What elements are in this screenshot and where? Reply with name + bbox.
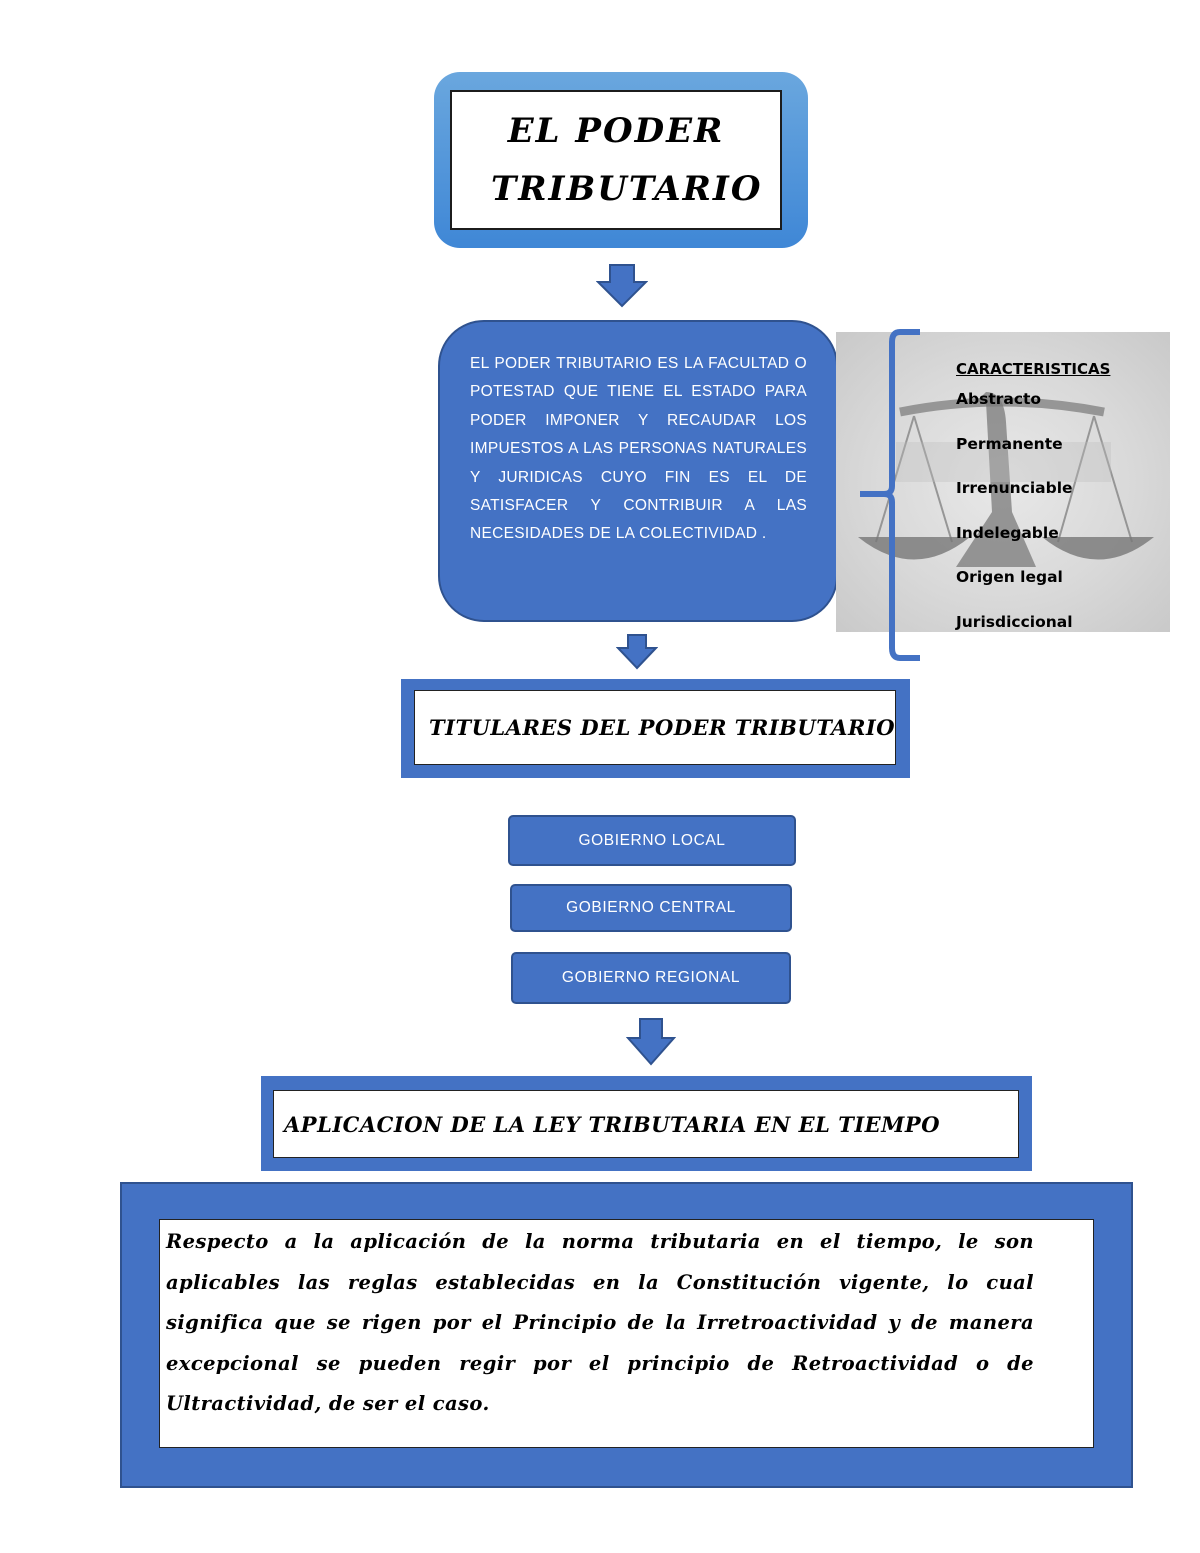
application-heading: APLICACION DE LA LEY TRIBUTARIA EN EL TIEMPO: [284, 1111, 940, 1137]
characteristic-item: Permanente: [956, 434, 1063, 453]
application-heading-box: [273, 1090, 1019, 1158]
bracket-icon: [856, 328, 926, 664]
title-box: [450, 90, 782, 230]
definition-text: EL PODER TRIBUTARIO ES LA FACULTAD O POTESTAD QUE TIENE EL ESTADO PARA PODER IMPONER Y RECAUDAR LOS IMPUESTOS A LAS PERSONAS NATURALES Y JURIDICAS CUYO FIN ES EL DE SATISFACER Y CONTRIBUIR A LAS NECESIDADES DE LA COLECTIVIDAD .: [470, 355, 807, 543]
down-arrow-icon: [626, 1018, 676, 1066]
down-arrow-icon: [596, 264, 648, 308]
characteristic-item: Indelegable: [956, 523, 1059, 542]
gobierno-central-box: GOBIERNO CENTRAL: [510, 884, 792, 932]
characteristic-item: Irrenunciable: [956, 479, 1073, 497]
gobierno-local-box: GOBIERNO LOCAL: [508, 815, 796, 866]
characteristic-item: Jurisdiccional: [956, 612, 1073, 631]
down-arrow-icon: [616, 634, 658, 670]
characteristics-list: [956, 360, 1110, 653]
application-text: Respecto a la aplicación de la norma tributaria en el tiempo, le son aplicables las reglas establecidas en la Constitución vigente, lo cual significa que se rigen por el Principio de la Irretroactividad y de manera excepcional se pueden regir por el principio de Retroactividad o de Ultractividad, de ser el caso.: [166, 1230, 1034, 1416]
gobierno-regional-box: GOBIERNO REGIONAL: [511, 952, 791, 1004]
holders-heading-box: [414, 690, 896, 765]
characteristic-item: Origen legal: [956, 568, 1063, 586]
characteristics-heading: CARACTERISTICAS: [956, 360, 1111, 378]
characteristic-item: Abstracto: [956, 390, 1042, 408]
holders-heading: TITULARES DEL PODER TRIBUTARIO: [429, 715, 896, 740]
diagram-title: EL PODER TRIBUTARIO: [491, 111, 763, 209]
